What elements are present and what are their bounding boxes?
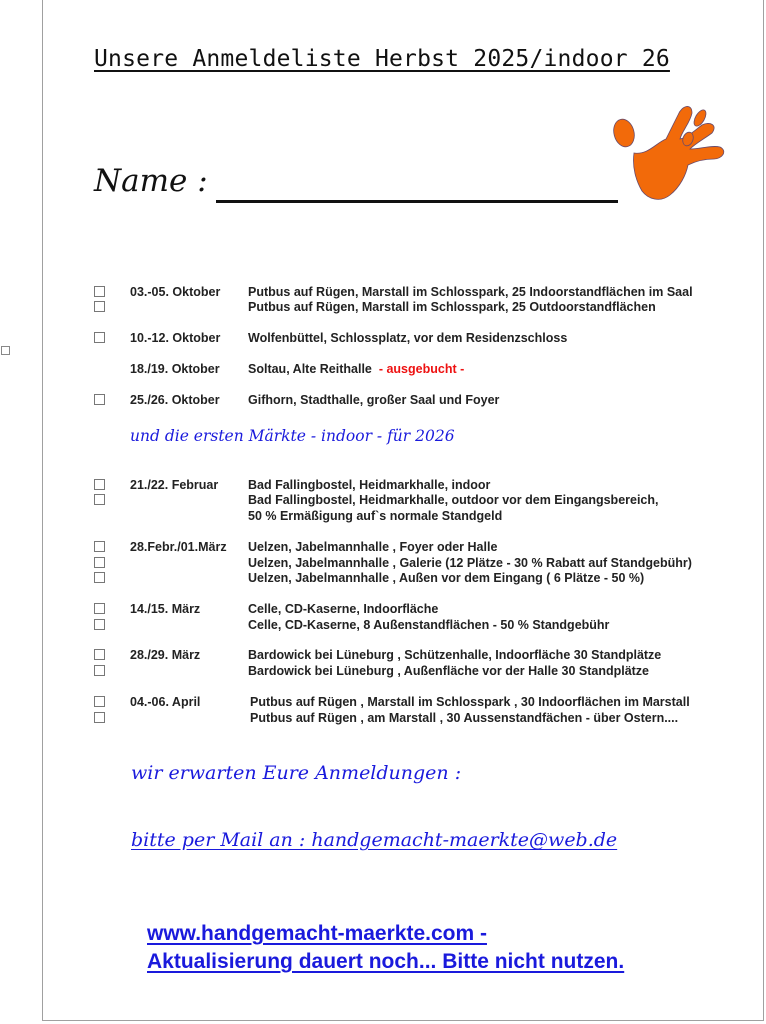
checkbox[interactable]: [94, 696, 105, 707]
section-heading-2026: und die ersten Märkte - indoor - für 2026: [130, 427, 455, 445]
checkbox[interactable]: [94, 572, 105, 583]
checkbox[interactable]: [94, 541, 105, 552]
event-option: Putbus auf Rügen, Marstall im Schlosspark, 25 Outdoorstandflächen: [248, 300, 656, 314]
event-date: 28./29. März: [130, 648, 201, 662]
checkbox[interactable]: [94, 557, 105, 568]
event-option: Celle, CD-Kaserne, Indoorfläche: [248, 602, 439, 616]
name-input-line[interactable]: [216, 200, 618, 203]
name-label: Name :: [94, 163, 208, 199]
event-option: Bardowick bei Lüneburg , Schützenhalle, Indoorfläche 30 Standplätze: [248, 648, 662, 662]
checkbox[interactable]: [94, 712, 105, 723]
event-date: 28.Febr./01.März: [130, 540, 227, 554]
sold-out-badge: - ausgebucht -: [378, 362, 465, 376]
checkbox[interactable]: [94, 332, 105, 343]
checkbox[interactable]: [94, 301, 105, 312]
event-date: 18./19. Oktober: [130, 362, 220, 376]
website-link[interactable]: www.handgemacht-maerkte.com -: [147, 922, 487, 945]
event-date: 10.-12. Oktober: [130, 331, 221, 345]
event-date: 04.-06. April: [130, 695, 201, 709]
event-option-note: 50 % Ermäßigung auf`s normale Standgeld: [248, 509, 503, 523]
event-option: [248, 362, 464, 376]
stray-checkbox[interactable]: [1, 346, 10, 355]
checkbox[interactable]: [94, 619, 105, 630]
event-option: Bardowick bei Lüneburg , Außenfläche vor der Halle 30 Standplätze: [248, 664, 650, 678]
event-date: 03.-05. Oktober: [130, 285, 221, 299]
event-option: Uelzen, Jabelmannhalle , Außen vor dem Eingang ( 6 Plätze - 50 %): [248, 571, 645, 585]
event-location: Soltau, Alte Reithalle: [248, 362, 372, 376]
event-option: Uelzen, Jabelmannhalle , Foyer oder Halle: [248, 540, 498, 554]
registration-request-text: wir erwarten Eure Anmeldungen :: [131, 762, 462, 784]
event-option: Uelzen, Jabelmannhalle , Galerie (12 Plätze - 30 % Rabatt auf Standgebühr): [248, 556, 692, 570]
event-option: Gifhorn, Stadthalle, großer Saal und Foyer: [248, 393, 500, 407]
event-date: 14./15. März: [130, 602, 201, 616]
event-option: Putbus auf Rügen, Marstall im Schlosspark, 25 Indoorstandflächen im Saal: [248, 285, 693, 299]
orange-handprint-icon: [608, 95, 740, 205]
email-link[interactable]: bitte per Mail an : handgemacht-maerkte@web.de: [131, 829, 618, 851]
event-option: Putbus auf Rügen , am Marstall , 30 Aussenstandfächen - über Ostern....: [250, 711, 679, 725]
event-option: Bad Fallingbostel, Heidmarkhalle, outdoor vor dem Eingangsbereich,: [248, 493, 659, 507]
checkbox[interactable]: [94, 649, 105, 660]
event-date: 25./26. Oktober: [130, 393, 220, 407]
event-option: Celle, CD-Kaserne, 8 Außenstandflächen - 50 % Standgebühr: [248, 618, 610, 632]
event-option: Putbus auf Rügen , Marstall im Schlosspark , 30 Indoorflächen im Marstall: [250, 695, 690, 709]
checkbox[interactable]: [94, 603, 105, 614]
checkbox[interactable]: [94, 665, 105, 676]
checkbox[interactable]: [94, 494, 105, 505]
checkbox[interactable]: [94, 479, 105, 490]
checkbox[interactable]: [94, 394, 105, 405]
page-title: Unsere Anmeldeliste Herbst 2025/indoor 26: [94, 46, 670, 72]
event-option: Wolfenbüttel, Schlossplatz, vor dem Residenzschloss: [248, 331, 568, 345]
website-notice[interactable]: Aktualisierung dauert noch... Bitte nicht nutzen.: [147, 950, 625, 973]
event-option: Bad Fallingbostel, Heidmarkhalle, indoor: [248, 478, 491, 492]
event-date: 21./22. Februar: [130, 478, 219, 492]
checkbox[interactable]: [94, 286, 105, 297]
